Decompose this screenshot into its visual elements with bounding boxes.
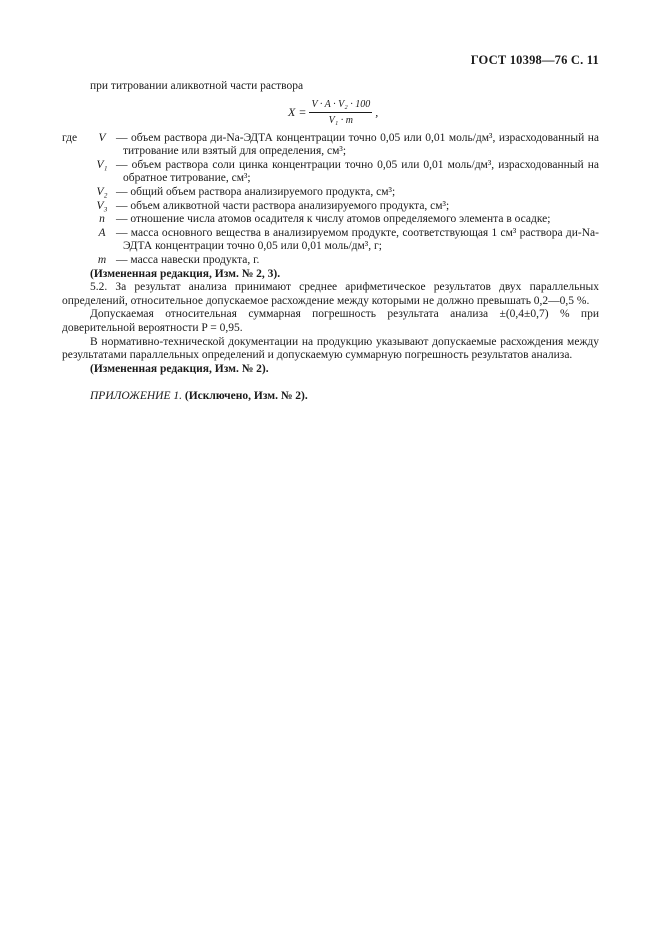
- appendix-line: [62, 390, 599, 404]
- formula-fraction: [309, 98, 372, 128]
- definition-symbol: V₂: [96, 185, 108, 198]
- appendix-label: ПРИЛОЖЕНИЕ 1.: [90, 390, 182, 403]
- definition-row: [62, 200, 599, 214]
- definition-text: — объем аликвотной части раствора анализируемого продукта, см³;: [116, 199, 450, 212]
- definition-row: [62, 132, 599, 159]
- definition-row: [62, 159, 599, 186]
- formula-lhs: X =: [288, 104, 307, 119]
- edit-note: (Измененная редакция, Изм. № 2, 3).: [90, 267, 281, 280]
- definition-symbol: m: [97, 253, 107, 266]
- formula-trail: ,: [375, 104, 379, 119]
- definition-text: — масса основного вещества в анализируемом продукте, соответствующая 1 см³ раствора ди-Na-ЭДТА концентрации точно 0,05 или 0,01 моль/дм³, г;: [116, 226, 599, 253]
- paragraph-5-2: 5.2. За результат анализа принимают среднее арифметическое результатов двух параллельных определений, относительное допускаемое расхождение между которыми не должно превышать 0,2—0,5 %.: [62, 281, 599, 307]
- formula-block: [62, 96, 599, 130]
- paragraph-norm: В нормативно-технической документации на продукцию указывают допускаемые расхождения между результатами параллельных определений и допускаемую суммарную погрешность результатов анализа.: [62, 335, 599, 362]
- intro-line: при титровании аликвотной части раствора: [90, 80, 304, 92]
- definition-symbol: A: [98, 226, 106, 239]
- definition-row: [62, 227, 599, 254]
- definition-text: — объем раствора соли цинка концентрации точно 0,05 или 0,01 моль/дм³, израсходованный на обратное титрование, см³;: [116, 158, 599, 185]
- definitions-list: [62, 132, 599, 268]
- definition-text: — объем раствора ди-Na-ЭДТА концентрации точно 0,05 или 0,01 моль/дм³, израсходованный на титрование или взятый для определения, см³;: [116, 131, 599, 158]
- formula-numerator: V · A · V₂ · 100: [309, 98, 372, 114]
- definition-symbol: V₃: [96, 199, 108, 212]
- definition-symbol: V₁: [96, 158, 108, 171]
- definition-row: [62, 186, 599, 200]
- definition-row: [62, 254, 599, 268]
- appendix-note: (Исключено, Изм. № 2).: [184, 390, 308, 403]
- document-body: [62, 80, 599, 404]
- definition-symbol: n: [99, 213, 105, 226]
- page-header: ГОСТ 10398—76 С. 11: [470, 53, 599, 67]
- definition-text: — отношение числа атомов осадителя к числу атомов определяемого элемента в осадке;: [116, 213, 551, 226]
- defs-lead: где: [62, 131, 78, 144]
- formula-denominator: V₁ · m: [328, 115, 353, 127]
- definition-row: [62, 213, 599, 227]
- definition-text: — общий объем раствора анализируемого продукта, см³;: [116, 185, 396, 198]
- edit-note: (Измененная редакция, Изм. № 2).: [90, 362, 269, 375]
- formula: [288, 98, 378, 128]
- definition-symbol: V: [98, 131, 106, 144]
- paragraph-error: Допускаемая относительная суммарная погрешность результата анализа ±(0,4±0,7) % при доверительной вероятности P = 0,95.: [62, 308, 599, 334]
- definition-text: — масса навески продукта, г.: [116, 253, 260, 266]
